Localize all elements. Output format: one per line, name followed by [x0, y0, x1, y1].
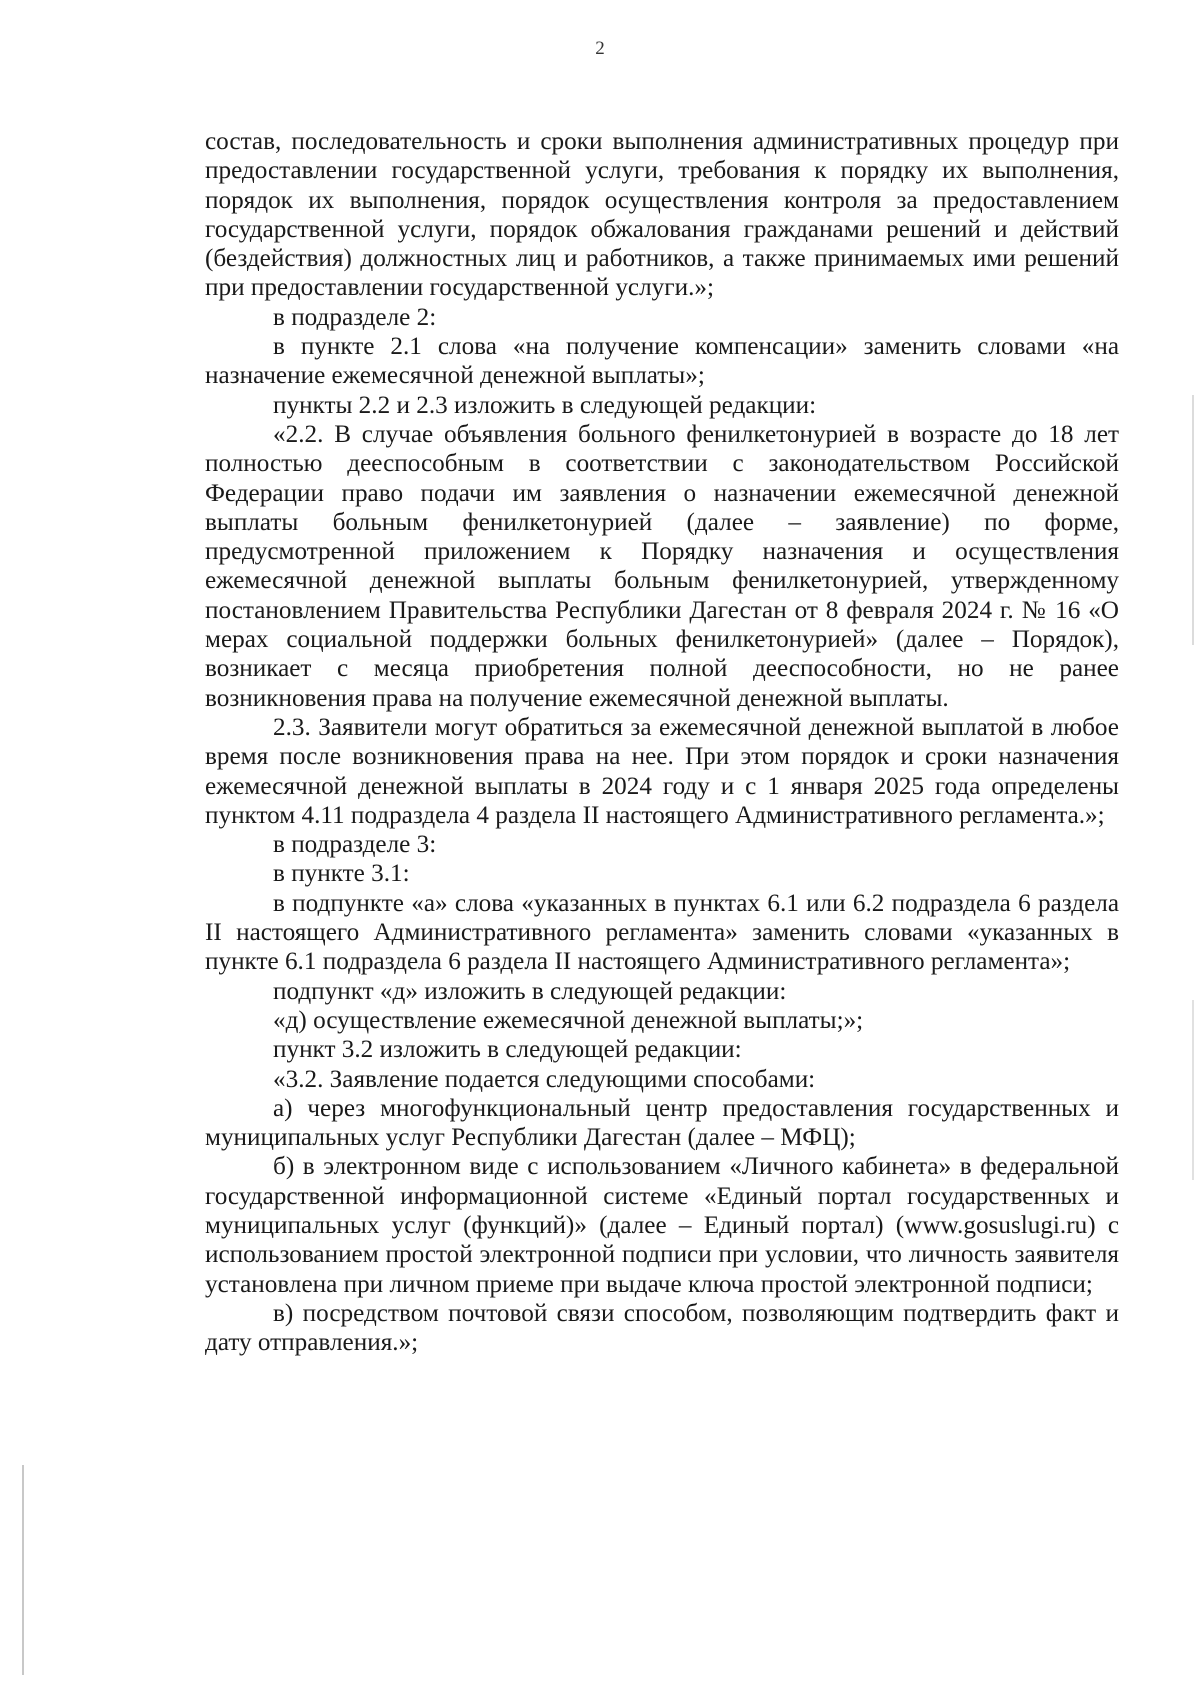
paragraph: в подпункте «а» слова «указанных в пунктах 6.1 или 6.2 подраздела 6 раздела II настоящего Административного регламента» заменить словами «указанных в пункте 6.1 подраздела 6 раздела II настоящего Административного регламента»; — [205, 889, 1119, 976]
document-body — [205, 127, 1119, 1357]
paragraph: в подразделе 2: — [273, 303, 437, 331]
paragraph: подпункт «д» изложить в следующей редакции: — [273, 977, 787, 1005]
paragraph: 2.3. Заявители могут обратиться за ежемесячной денежной выплатой в любое время после возникновения права на нее. При этом порядок и сроки назначения ежемесячной денежной выплаты в 2024 году и с 1 января 2025 года определены пунктом 4.11 подраздела 4 раздела II настоящего Административного регламента.»; — [205, 713, 1119, 829]
paragraph: в) посредством почтовой связи способом, позволяющим подтвердить факт и дату отправления.»; — [205, 1299, 1119, 1357]
paragraph: а) через многофункциональный центр предоставления государственных и муниципальных услуг Республики Дагестан (далее – МФЦ); — [205, 1094, 1119, 1152]
paragraph: пункты 2.2 и 2.3 изложить в следующей редакции: — [273, 391, 817, 419]
scan-edge-mark-left — [22, 1465, 24, 1675]
paragraph: пункт 3.2 изложить в следующей редакции: — [273, 1036, 742, 1064]
paragraph: в пункте 2.1 слова «на получение компенсации» заменить словами «на назначение ежемесячной денежной выплаты»; — [205, 333, 1119, 390]
scan-edge-mark-right-lower — [1192, 1000, 1194, 1180]
paragraph: «д) осуществление ежемесячной денежной выплаты;»; — [273, 1006, 864, 1034]
paragraph: б) в электронном виде с использованием «Личного кабинета» в федеральной государственной информационной системе «Единый портал государственных и муниципальных услуг (функций)» (далее – Единый портал) (www.gosuslugi.ru) с использованием простой электронной подписи при условии, что личность заявителя установлена при личном приеме при выдаче ключа простой электронной подписи; — [205, 1153, 1119, 1298]
scan-edge-mark-right — [1192, 395, 1194, 645]
paragraph: «3.2. Заявление подается следующими способами: — [273, 1065, 816, 1093]
paragraph: «2.2. В случае объявления больного фенилкетонурией в возрасте до 18 лет полностью дееспособным в соответствии с законодательством Российской Федерации право подачи им заявления о назначении ежемесячной денежной выплаты больным фенилкетонурией (далее – заявление) по форме, предусмотренной приложением к Порядку назначения и осуществления ежемесячной денежной выплаты больным фенилкетонурией, утвержденному постановлением Правительства Республики Дагестан от 8 февраля 2024 г. № 16 «О мерах социальной поддержки больных фенилкетонурией» (далее – Порядок), возникает с месяца приобретения полной дееспособности, но не ранее возникновения права на получение ежемесячной денежной выплаты. — [205, 420, 1119, 712]
paragraph: состав, последовательность и сроки выполнения административных процедур при предоставлении государственной услуги, требования к порядку их выполнения, порядок их выполнения, порядок осуществления контроля за предоставлением государственной услуги, порядок обжалования гражданами решений и действий (бездействия) должностных лиц и работников, а также принимаемых ими решений при предоставлении государственной услуги.»; — [205, 128, 1119, 302]
page-number: 2 — [595, 38, 605, 59]
paragraph: в пункте 3.1: — [273, 860, 410, 888]
paragraph: в подразделе 3: — [273, 831, 437, 859]
